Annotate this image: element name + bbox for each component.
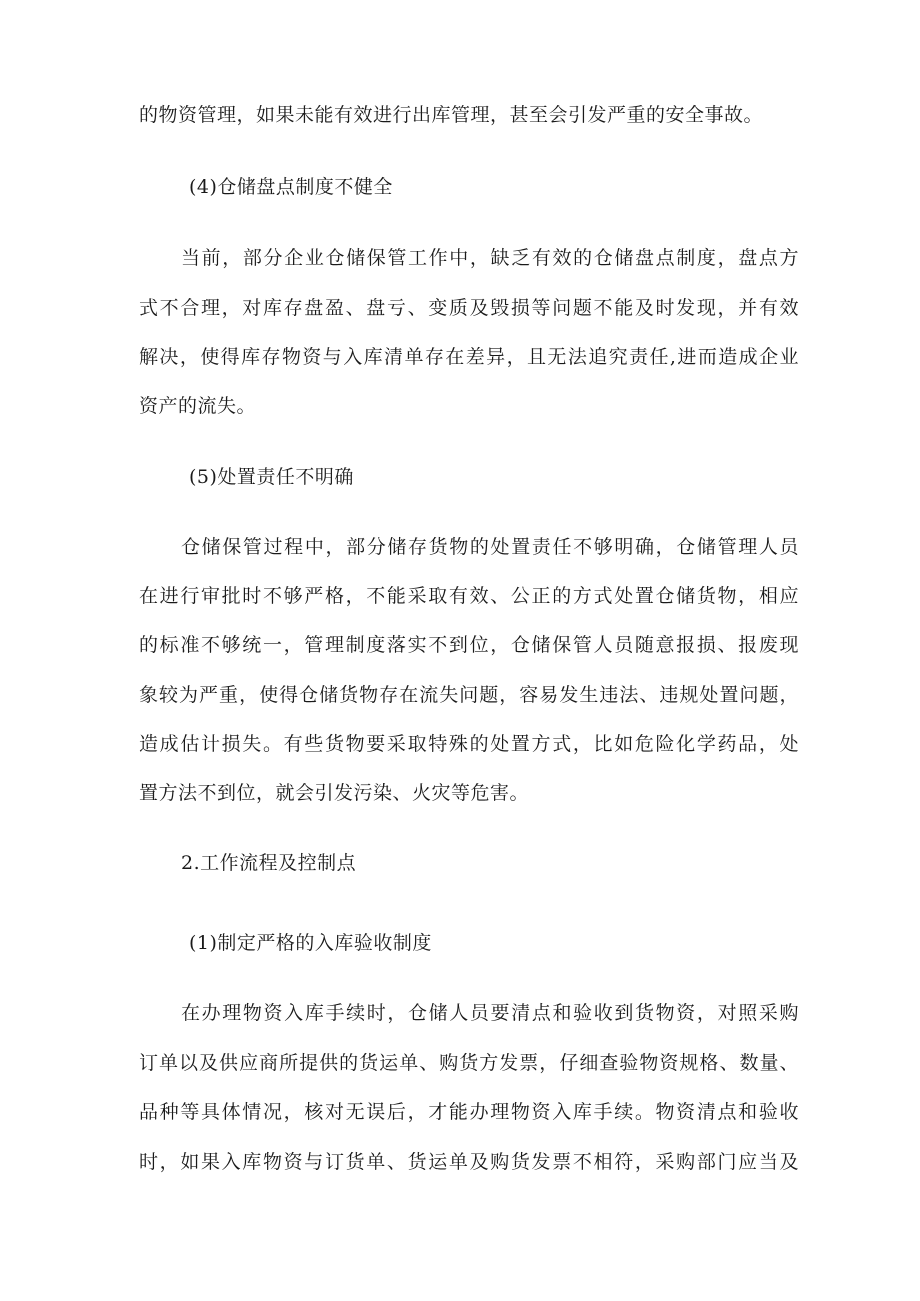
paragraph-4-line-1: 当前，部分企业仓储保管工作中，缺乏有效的仓储盘点制度，盘点方 bbox=[181, 247, 799, 269]
paragraph-4-line-4: 资产的流失。 bbox=[139, 395, 257, 417]
paragraph-6-line-1: 在办理物资入库手续时，仓储人员要清点和验收到货物资，对照采购 bbox=[181, 1002, 799, 1024]
paragraph-5-line-6: 置方法不到位，就会引发污染、火灾等危害。 bbox=[139, 782, 530, 804]
paragraph-5-line-3: 的标准不够统一，管理制度落实不到位，仓储保管人员随意报损、报废现 bbox=[139, 634, 799, 656]
section-heading-5: (5)处置责任不明确 bbox=[189, 466, 354, 488]
section-heading-2-1: (1)制定严格的入库验收制度 bbox=[189, 932, 432, 954]
paragraph-5-line-1: 仓储保管过程中，部分储存货物的处置责任不够明确，仓储管理人员 bbox=[181, 536, 799, 558]
paragraph-5-line-4: 象较为严重，使得仓储货物存在流失问题，容易发生违法、违规处置问题， bbox=[139, 684, 799, 706]
continued-paragraph-line: 的物资管理，如果未能有效进行出库管理，甚至会引发严重的安全事故。 bbox=[139, 104, 764, 126]
paragraph-6-line-3: 品种等具体情况，核对无误后，才能办理物资入库手续。物资清点和验收 bbox=[139, 1101, 799, 1123]
paragraph-4-line-3: 解决，使得库存物资与入库清单存在差异，且无法追究责任,进而造成企业 bbox=[139, 346, 799, 368]
paragraph-4-line-2: 式不合理，对库存盘盈、盘亏、变质及毁损等问题不能及时发现，并有效 bbox=[139, 297, 799, 319]
paragraph-5-line-2: 在进行审批时不够严格，不能采取有效、公正的方式处置仓储货物，相应 bbox=[139, 585, 799, 607]
section-heading-4: (4)仓储盘点制度不健全 bbox=[189, 176, 393, 198]
paragraph-6-line-2: 订单以及供应商所提供的货运单、购货方发票，仔细查验物资规格、数量、 bbox=[139, 1052, 799, 1074]
paragraph-6-line-4: 时，如果入库物资与订货单、货运单及购货发票不相符，采购部门应当及 bbox=[139, 1151, 799, 1173]
chapter-heading-2: 2.工作流程及控制点 bbox=[181, 852, 357, 874]
paragraph-5-line-5: 造成估计损失。有些货物要采取特殊的处置方式，比如危险化学药品，处 bbox=[139, 733, 799, 755]
